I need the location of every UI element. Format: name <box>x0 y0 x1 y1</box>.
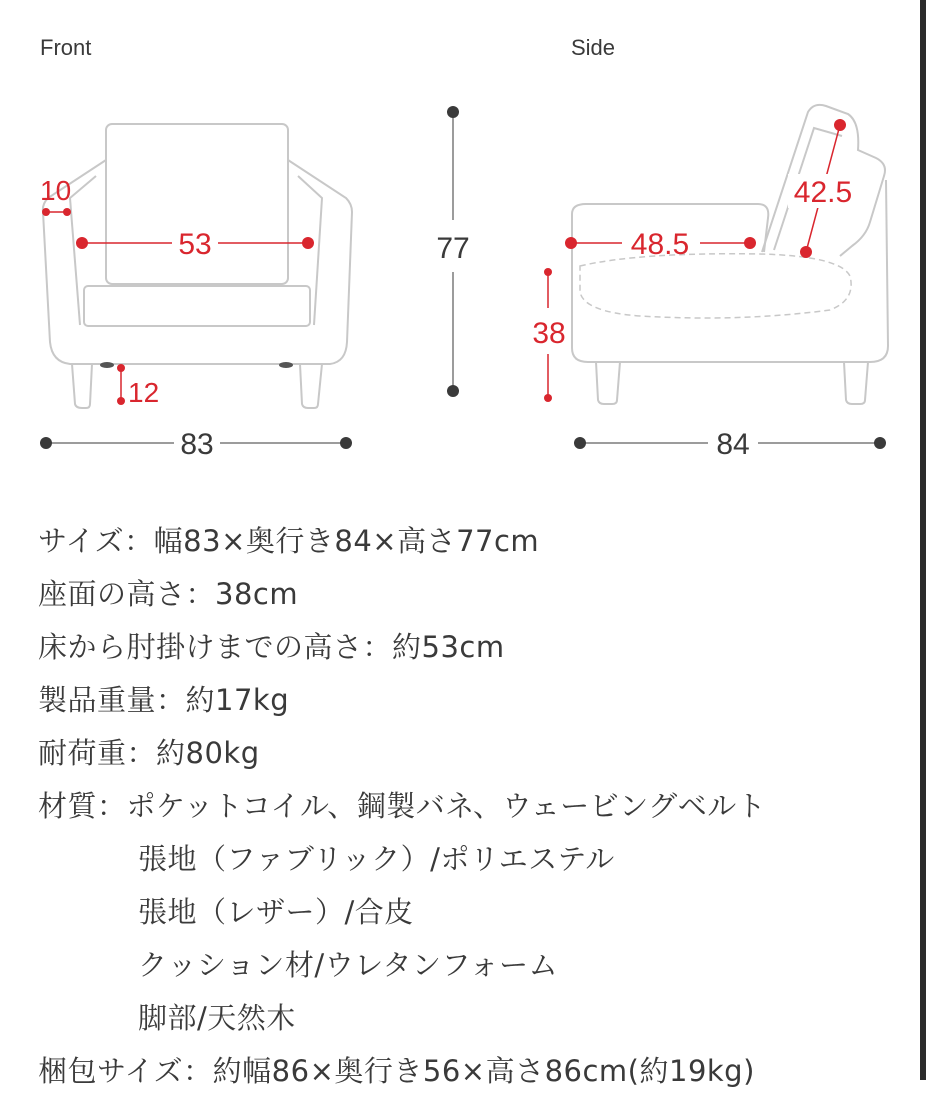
spec-line: 製品重量：約17kg <box>38 683 290 717</box>
front-view-label: Front <box>40 35 92 60</box>
side-seat-cushion <box>580 254 851 318</box>
spec-line: 張地（ファブリック）/ポリエステル <box>138 842 615 876</box>
front-left-leg <box>72 364 92 408</box>
spec-line: 床から肘掛けまでの高さ：約53cm <box>38 630 505 664</box>
spec-line: 材質：ポケットコイル、鋼製バネ、ウェービングベルト <box>38 789 767 823</box>
seat-height-label: 38 <box>532 317 566 350</box>
leg-height-label: 12 <box>128 377 160 408</box>
side-back-leg <box>844 362 868 404</box>
backrest-height-label: 42.5 <box>793 176 853 209</box>
dim-overall-width <box>40 428 352 461</box>
spec-line: 梱包サイズ：約幅86×奥行き56×高さ86cm(約19kg) <box>38 1054 755 1088</box>
front-seat-cushion <box>84 286 310 326</box>
spec-line: 座面の高さ：38cm <box>38 577 299 611</box>
dim-leg-height <box>117 364 159 408</box>
dim-inner-width <box>76 228 314 261</box>
overall-width-label: 83 <box>180 428 214 461</box>
inner-width-label: 53 <box>178 228 212 261</box>
front-sofa-outline <box>43 124 352 408</box>
dim-seat-depth <box>565 228 756 261</box>
seat-depth-label: 48.5 <box>630 228 690 261</box>
right-edge-bar <box>920 0 926 1080</box>
front-right-leg <box>300 364 322 408</box>
dim-overall-depth <box>574 428 886 461</box>
side-view-label: Side <box>571 35 616 60</box>
dim-overall-height <box>436 106 469 397</box>
dimension-diagram <box>0 0 920 500</box>
spec-line: サイズ：幅83×奥行き84×高さ77cm <box>38 524 540 558</box>
arm-width-label: 10 <box>40 175 72 206</box>
spec-list <box>38 515 918 1098</box>
front-body <box>43 160 352 364</box>
dim-arm-width <box>40 175 71 216</box>
spec-line: 耐荷重：約80kg <box>38 736 260 770</box>
front-foot-right <box>279 362 293 368</box>
side-front-leg <box>596 362 620 404</box>
spec-line: 脚部/天然木 <box>138 1001 296 1035</box>
overall-height-label: 77 <box>436 232 470 265</box>
spec-line: 張地（レザー）/合皮 <box>138 895 414 929</box>
front-foot-left <box>100 362 114 368</box>
overall-depth-label: 84 <box>716 428 750 461</box>
dim-seat-height <box>532 268 565 402</box>
spec-line: クッション材/ウレタンフォーム <box>138 948 559 982</box>
